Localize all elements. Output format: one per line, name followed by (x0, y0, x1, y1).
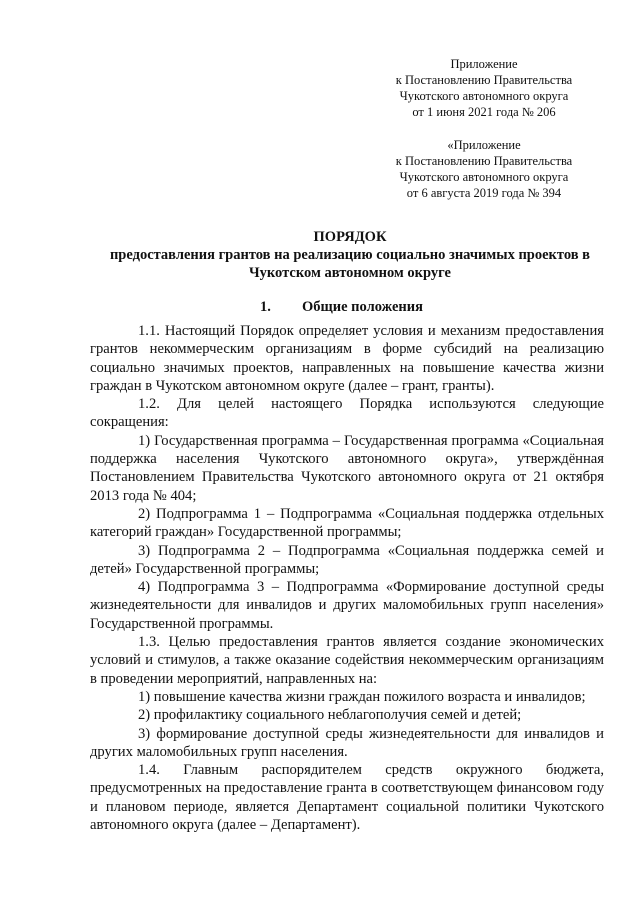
list-item-goal-3: 3) формирование доступной среды жизнедеятельности для инвалидов и других маломобильных групп населения. (90, 725, 604, 760)
appendix-current-line-1: Приложение (450, 57, 518, 71)
appendix-current-line-4: от 1 июня 2021 года № 206 (412, 105, 556, 119)
paragraph-1-4: 1.4. Главным распорядителем средств окружного бюджета, предусмотренных на предоставление гранта в соответствующем финансовом году и плановом периоде, является Департамент социальной политики Чукотского автономного округа (далее – Департамент). (90, 762, 604, 834)
list-item-subprogram-3: 4) Подпрограмма 3 – Подпрограмма «Формирование доступной среды жизнедеятельности для инвалидов и других маломобильных групп населения» Государственной программы. (90, 579, 604, 632)
appendix-current-block (360, 56, 608, 120)
list-item-goal-1: 1) повышение качества жизни граждан пожилого возраста и инвалидов; (138, 688, 586, 705)
list-item-state-program: 1) Государственная программа – Государственная программа «Социальная поддержка населения Чукотского автономного округа», утверждённая Постановлением Правительства Чукотского автономного округа от 21 октября 2013 года № 404; (90, 432, 604, 504)
appendix-current-line-3: Чукотского автономного округа (399, 89, 569, 103)
list-item-subprogram-2: 3) Подпрограмма 2 – Подпрограмма «Социальная поддержка семей и детей» Государственной программы; (90, 542, 604, 577)
appendix-previous-line-3: Чукотского автономного округа (399, 170, 569, 184)
document-title: ПОРЯДОК (313, 229, 387, 245)
document-subtitle: предоставления грантов на реализацию социально значимых проектов в Чукотском автономном округе (109, 247, 591, 281)
document-body (90, 322, 604, 834)
paragraph-1-2: 1.2. Для целей настоящего Порядка используются следующие сокращения: (90, 396, 604, 431)
appendix-previous-line-4: от 6 августа 2019 года № 394 (406, 186, 562, 200)
list-item-goal-2: 2) профилактику социального неблагополучия семей и детей; (138, 707, 522, 724)
appendix-previous-line-1: «Приложение (447, 138, 521, 152)
paragraph-1-3: 1.3. Целью предоставления грантов является создание экономических условий и стимулов, а также оказание содействия некоммерческим организациям в проведении мероприятий, направленных на: (90, 634, 604, 687)
paragraph-1-1: 1.1. Настоящий Порядок определяет условия и механизм предоставления грантов некоммерческим организациям в форме субсидий на реализацию социально значимых проектов, направленных на повышение качества жизни граждан в Чукотском автономном округе (далее – грант, гранты). (90, 323, 604, 394)
list-item-subprogram-1: 2) Подпрограмма 1 – Подпрограмма «Социальная поддержка отдельных категорий граждан» Государственной программы; (90, 505, 604, 541)
section-number: 1. (260, 299, 271, 315)
appendix-current-line-2: к Постановлению Правительства (395, 73, 573, 87)
appendix-previous-line-2: к Постановлению Правительства (395, 154, 573, 168)
section-title: Общие положения (302, 299, 423, 315)
appendix-previous-block (360, 137, 608, 201)
